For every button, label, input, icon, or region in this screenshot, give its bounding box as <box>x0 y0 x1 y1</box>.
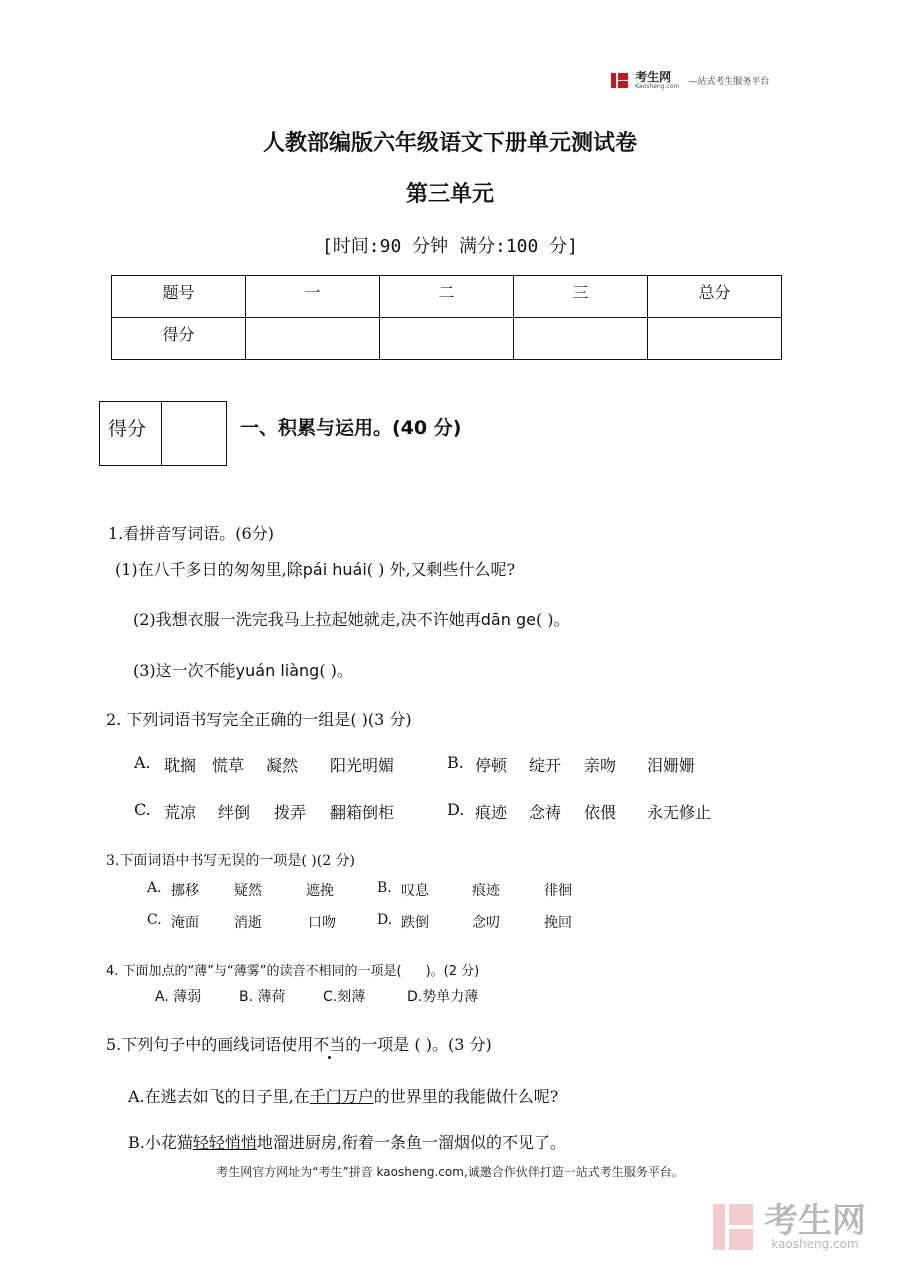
q3-stem: 3.下面词语中书写无误的一项是( )(2 分) <box>106 853 356 869</box>
watermark-name: 考生网 <box>764 1201 866 1241</box>
option-letter: D. <box>377 912 393 928</box>
option-word: 念叨 <box>472 915 500 931</box>
table-cell: 得分 <box>112 318 246 360</box>
option-text: 的世界里的我能做什么呢? <box>373 1087 559 1106</box>
q5-option-a[interactable] <box>128 1084 558 1107</box>
option-word: 停顿 <box>475 756 508 775</box>
table-cell: 一 <box>246 276 380 318</box>
underlined-word: 千门万户 <box>309 1087 374 1106</box>
q5-stem-text: 的一项是 ( )。(3 分) <box>345 1035 492 1054</box>
table-cell: 题号 <box>112 276 246 318</box>
watermark <box>713 1201 866 1251</box>
option-letter: C. <box>147 912 162 928</box>
option-word: 疑然 <box>234 883 262 899</box>
q4-stem-text: )。(2 分) <box>425 964 480 979</box>
page-title: 人教部编版六年级语文下册单元测试卷 <box>262 131 637 156</box>
option-word: 慌草 <box>212 756 245 775</box>
underlined-word: 轻轻悄悄 <box>192 1133 257 1152</box>
q1-item-1 <box>115 557 515 580</box>
score-input-cell[interactable] <box>380 318 514 360</box>
unit-title: 第三单元 <box>405 182 494 207</box>
logo-slogan: —站式考生服务平台 <box>688 77 770 87</box>
pinyin: dān ge <box>480 610 536 629</box>
section-score-box <box>99 401 227 466</box>
table-cell: 二 <box>380 276 514 318</box>
q5-stem-text: 5.下列句子中的画线词语使用 <box>106 1035 314 1054</box>
option-letter: A. <box>147 880 162 896</box>
q2-option-d[interactable] <box>447 800 712 822</box>
q4-option-a[interactable]: A. 薄弱 <box>155 989 202 1005</box>
score-input-cell[interactable] <box>514 318 648 360</box>
option-word: 泪姗姗 <box>647 756 696 775</box>
q5-option-b[interactable] <box>128 1130 566 1153</box>
option-word: 绽开 <box>529 756 562 775</box>
option-word: 淹面 <box>171 915 199 931</box>
q4-option-c[interactable]: C.刻薄 <box>323 989 366 1005</box>
q4-options <box>155 986 479 1006</box>
table-cell: 三 <box>514 276 648 318</box>
answer-blank[interactable]: ( )。 <box>319 661 353 680</box>
option-word: 荒凉 <box>164 803 197 822</box>
q2-stem: 2. 下列词语书写完全正确的一组是( )(3 分) <box>106 710 412 729</box>
q1-item-3 <box>133 658 353 681</box>
section-score-label: 得分 <box>100 402 162 465</box>
option-word: 痕迹 <box>475 803 508 822</box>
q2-option-a[interactable] <box>134 753 395 775</box>
option-word: 耽搁 <box>164 756 197 775</box>
option-word: 遮挽 <box>306 883 334 899</box>
table-row <box>112 276 782 318</box>
logo-name: 考生网 <box>635 70 672 84</box>
option-word: 拨弄 <box>274 803 307 822</box>
option-letter: C. <box>134 800 151 819</box>
q2-option-b[interactable] <box>447 753 696 775</box>
option-letter: D. <box>447 800 465 819</box>
q1-text: (1)在八千多日的匆匆里,除 <box>115 560 303 579</box>
q3-option-d[interactable] <box>377 912 572 931</box>
q5-stem <box>106 1032 492 1055</box>
q2-option-c[interactable] <box>134 800 395 822</box>
option-word: 消逝 <box>234 915 262 931</box>
watermark-logo-icon <box>713 1204 753 1250</box>
answer-blank[interactable]: ( )。 <box>535 610 570 629</box>
watermark-domain: kaosheng.com <box>771 1237 859 1251</box>
option-word: 阳光明媚 <box>330 756 395 775</box>
header-logo <box>611 70 769 90</box>
answer-blank[interactable]: ( ) 外,又剩些什么呢? <box>366 560 516 579</box>
emphasis-dots: 不当 <box>313 1035 346 1054</box>
q4-option-b[interactable]: B. 薄荷 <box>239 989 286 1005</box>
score-table <box>111 275 782 360</box>
option-letter: A. <box>134 753 151 772</box>
score-input-cell[interactable] <box>246 318 380 360</box>
option-word: 徘徊 <box>544 883 572 899</box>
option-word: 叹息 <box>401 883 429 899</box>
option-word: 绊倒 <box>218 803 251 822</box>
option-word: 挽回 <box>544 915 572 931</box>
option-word: 翻箱倒柜 <box>330 803 395 822</box>
q4-stem-text: 4. 下面加点的“薄”与“薄雾”的读音不相同的一项是( <box>106 964 402 979</box>
q4-stem <box>106 960 479 979</box>
option-word: 亲吻 <box>584 756 617 775</box>
table-cell: 总分 <box>648 276 782 318</box>
section-heading: 一、积累与运用。(40 分) <box>240 417 462 439</box>
option-text: B.小花猫 <box>128 1133 193 1152</box>
time-info: [时间:90 分钟 满分:100 分] <box>321 236 579 257</box>
option-word: 永无修止 <box>647 803 712 822</box>
q1-text: (2)我想衣服一洗完我马上拉起她就走,决不许她再 <box>133 610 481 629</box>
option-letter: B. <box>377 880 392 896</box>
logo-domain: Kaosheng.com <box>635 83 680 90</box>
option-word: 跌倒 <box>401 915 429 931</box>
table-row <box>112 318 782 360</box>
pinyin: yuán liàng <box>235 661 320 680</box>
q3-option-a[interactable] <box>147 880 334 899</box>
q3-option-c[interactable] <box>147 912 336 931</box>
option-word: 念祷 <box>529 803 562 822</box>
score-input-cell[interactable] <box>648 318 782 360</box>
q1-stem: 1.看拼音写词语。(6分) <box>108 524 274 543</box>
footer-note: 考生网官方网址为“考生”拼音 kaosheng.com,诚邀合作伙伴打造一站式考生服务平台。 <box>216 1165 684 1179</box>
option-word: 痕迹 <box>472 883 500 899</box>
option-letter: B. <box>447 753 464 772</box>
option-text: A.在逃去如飞的日子里,在 <box>128 1087 310 1106</box>
q1-text: (3)这一次不能 <box>133 661 236 680</box>
q3-option-b[interactable] <box>377 880 572 899</box>
pinyin: pái huái <box>302 560 367 579</box>
option-word: 依偎 <box>584 803 617 822</box>
option-word: 凝然 <box>266 756 299 775</box>
logo-icon <box>611 72 628 89</box>
q4-option-d[interactable]: D.势单力薄 <box>407 989 479 1005</box>
q1-item-2 <box>133 607 570 630</box>
option-text: 地溜进厨房,衔着一条鱼一溜烟似的不见了。 <box>256 1133 566 1152</box>
option-word: 挪移 <box>171 883 199 899</box>
option-word: 口吻 <box>308 915 336 931</box>
